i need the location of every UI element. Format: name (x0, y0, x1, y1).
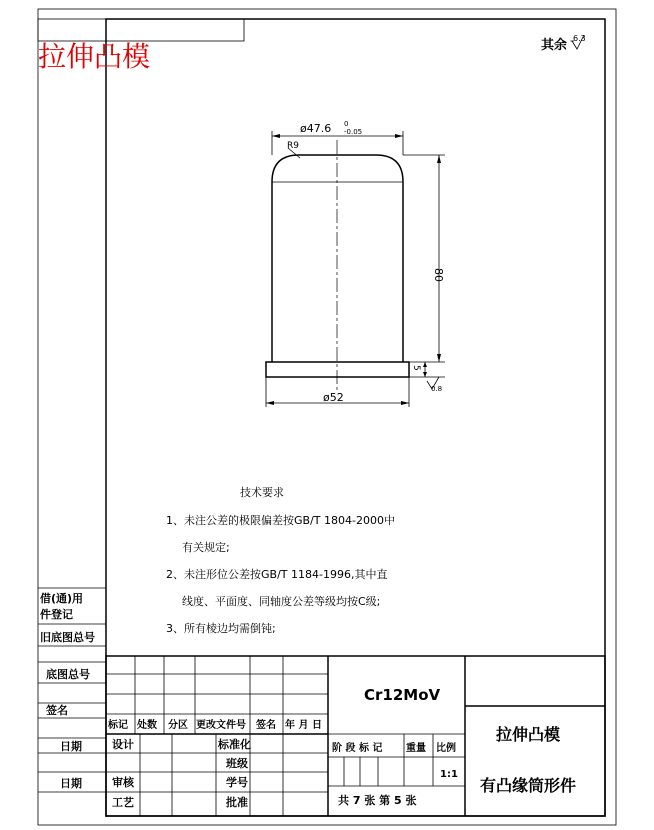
stamp-text: 拉伸凸模 (38, 40, 151, 73)
note-line: 线度、平面度、同轴度公差等级均按C级; (182, 595, 381, 608)
dim-top-value: ø47.6 (300, 122, 332, 135)
rev-header: 年 月 日 (285, 720, 322, 731)
dim-flange-value: 5 (411, 365, 421, 371)
punch-flange (266, 362, 409, 377)
scale-value: 1:1 (440, 769, 458, 780)
role-approve: 批准 (226, 796, 248, 809)
material-name: Cr12MoV (364, 686, 441, 704)
dim-bottom-value: ø52 (323, 391, 344, 404)
weight-header: 重量 (406, 743, 426, 754)
left-strip-label: 件登记 (40, 608, 73, 621)
role-class: 班级 (226, 757, 248, 770)
left-strip (38, 588, 106, 792)
title-block (106, 656, 605, 816)
punch-body (272, 155, 403, 362)
note-line: 3、所有棱边均需倒钝; (166, 622, 276, 635)
stage-header: 阶 段 标 记 (332, 743, 383, 754)
sheet-count: 共 7 张 第 5 张 (338, 794, 417, 807)
dim-flange-finish: 0.8 (431, 385, 443, 393)
dim-height-value: 80 (432, 268, 445, 282)
role-review: 审核 (112, 776, 134, 789)
part-description: 有凸缘筒形件 (480, 776, 577, 795)
left-strip-label: 底图总号 (46, 668, 90, 681)
rev-header: 签名 (256, 720, 276, 731)
technical-notes (166, 485, 395, 635)
notes-title: 技术要求 (240, 486, 284, 499)
rev-header: 标记 (108, 720, 128, 731)
left-strip-label: 日期 (60, 777, 82, 790)
left-strip-label: 旧底图总号 (40, 631, 95, 644)
punch-drawing (266, 120, 445, 407)
code-box (38, 19, 244, 41)
dim-top-tol-lower: -0.05 (344, 128, 363, 136)
part-name: 拉伸凸模 (496, 725, 561, 744)
inner-border (106, 19, 605, 816)
dim-top-tol-upper: 0 (344, 120, 349, 128)
note-line: 1、未注公差的极限偏差按GB/T 1804-2000中 (166, 514, 395, 527)
note-line: 有关规定; (182, 541, 230, 554)
rev-header: 更改文件号 (196, 720, 246, 731)
left-strip-label: 签名 (46, 704, 68, 717)
role-standard: 标准化 (218, 738, 251, 751)
rev-header: 分区 (168, 720, 188, 731)
role-design: 设计 (112, 738, 134, 751)
surface-finish-label: 其余 (541, 38, 568, 53)
role-number: 学号 (226, 776, 248, 789)
surface-finish-value: 6.3 (573, 34, 586, 43)
left-strip-label: 日期 (60, 740, 82, 753)
scale-header: 比例 (436, 743, 456, 754)
note-line: 2、未注形位公差按GB/T 1184-1996,其中直 (166, 568, 388, 581)
role-process: 工艺 (112, 796, 134, 809)
rev-header: 处数 (137, 720, 157, 731)
radius-label: R9 (287, 141, 299, 151)
left-strip-label: 借(通)用 (40, 592, 84, 605)
